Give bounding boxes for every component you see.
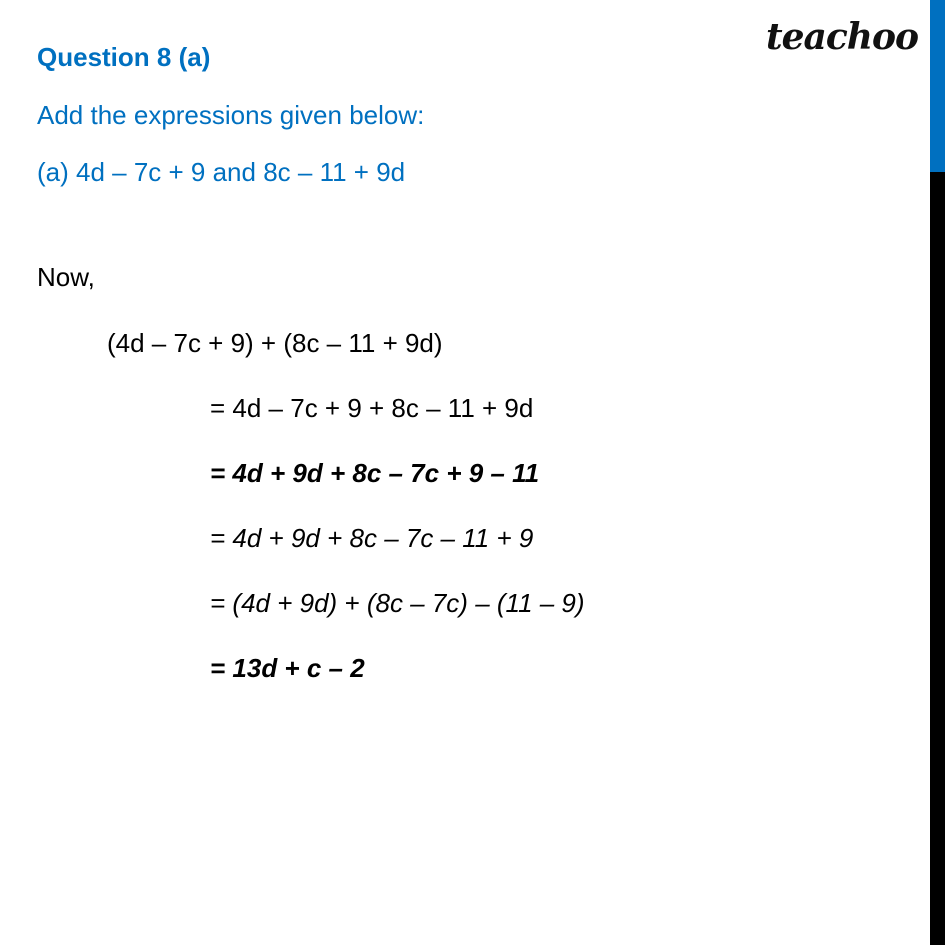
scrollbar-track-accent <box>930 0 945 172</box>
side-bar <box>930 172 945 945</box>
solution-step: = 4d + 9d + 8c – 7c – 11 + 9 <box>210 523 534 553</box>
solution-step: = (4d + 9d) + (8c – 7c) – (11 – 9) <box>210 588 585 618</box>
solution-step: = 4d – 7c + 9 + 8c – 11 + 9d <box>210 393 534 423</box>
solution-answer: = 13d + c – 2 <box>210 653 365 683</box>
solution-intro: Now, <box>37 262 95 292</box>
question-title: Question 8 (a) <box>37 42 211 72</box>
solution-step: (4d – 7c + 9) + (8c – 11 + 9d) <box>107 328 443 358</box>
question-prompt: Add the expressions given below: <box>37 100 425 130</box>
question-part: (a) 4d – 7c + 9 and 8c – 11 + 9d <box>37 157 406 187</box>
teachoo-logo: teachoo <box>766 16 918 58</box>
solution-step-highlight: = 4d + 9d + 8c – 7c + 9 – 11 <box>210 458 540 488</box>
